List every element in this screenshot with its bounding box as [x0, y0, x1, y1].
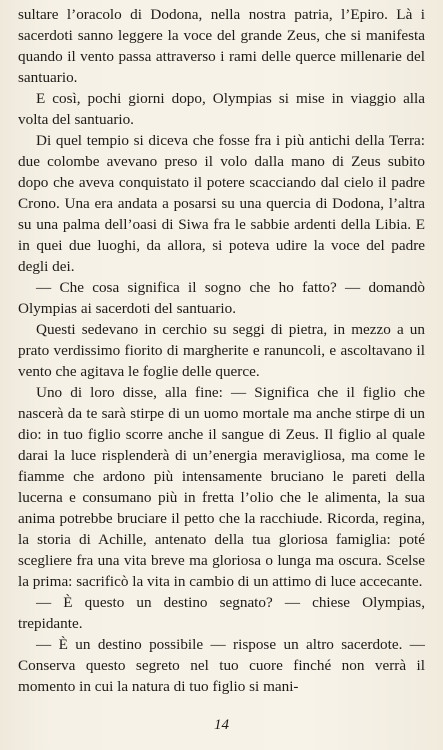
paragraph-2: E così, pochi giorni dopo, Olympias si mise in viaggio alla volta del santuario. — [18, 90, 425, 128]
paragraph-5: Questi sedevano in cerchio su seggi di pietra, in mezzo a un prato verdissimo fiorito di margherite e ranuncoli, e ascoltavano il vento che agitava le foglie delle querce. — [18, 321, 425, 380]
paragraph-1: sultare l’oracolo di Dodona, nella nostra patria, l’Epiro. Là i sacerdoti sanno leggere la voce del grande Zeus, che si manifesta quando il vento passa attraverso i rami delle querce millenarie del santuario. — [18, 6, 425, 86]
paragraph-3: Di quel tempio si diceva che fosse fra i più antichi della Terra: due colombe avevano preso il volo dalla mano di Zeus subito dopo che aveva conquistato il potere scacciando dal cielo il padre Crono. Una era andata a posarsi su una quercia di Dodona, l’altra su una palma dell’oasi di Siwa fra le sabbie ardenti della Libia. E in quei due luoghi, da allora, si poteva udire la voce del padre degli dei. — [18, 132, 425, 275]
paragraph-8: — È un destino possibile — rispose un altro sacerdote. — Conserva questo segreto nel tuo cuore finché non verrà il momento in cui la natura di tuo figlio si mani- — [18, 636, 425, 695]
paragraph-6: Uno di loro disse, alla fine: — Significa che il figlio che nascerà da te sarà stirpe di un uomo mortale ma anche stirpe di un dio: in tuo figlio scorre anche il sangue di Zeus. Il figlio al quale darai la luce risplenderà di un’energia meravigliosa, ma come le fiamme che ardono più intensamente bruciano le pareti della lucerna e consumano più in fretta l’olio che le alimenta, la sua anima potrebbe bruciare il petto che la racchiude. Ricorda, regina, la storia di Achille, antenato della tua gloriosa famiglia: poté scegliere fra una vita breve ma gloriosa o lunga ma oscura. Scelse la prima: sacrificò la vita in cambio di un attimo di luce accecante. — [18, 384, 425, 590]
page-number: 14 — [214, 717, 229, 733]
paragraph-4: — Che cosa significa il sogno che ho fatto? — domandò Olympias ai sacerdoti del santuario. — [18, 279, 425, 317]
paragraph-7: — È questo un destino segnato? — chiese Olympias, trepidante. — [18, 594, 425, 632]
body-text — [18, 4, 425, 697]
